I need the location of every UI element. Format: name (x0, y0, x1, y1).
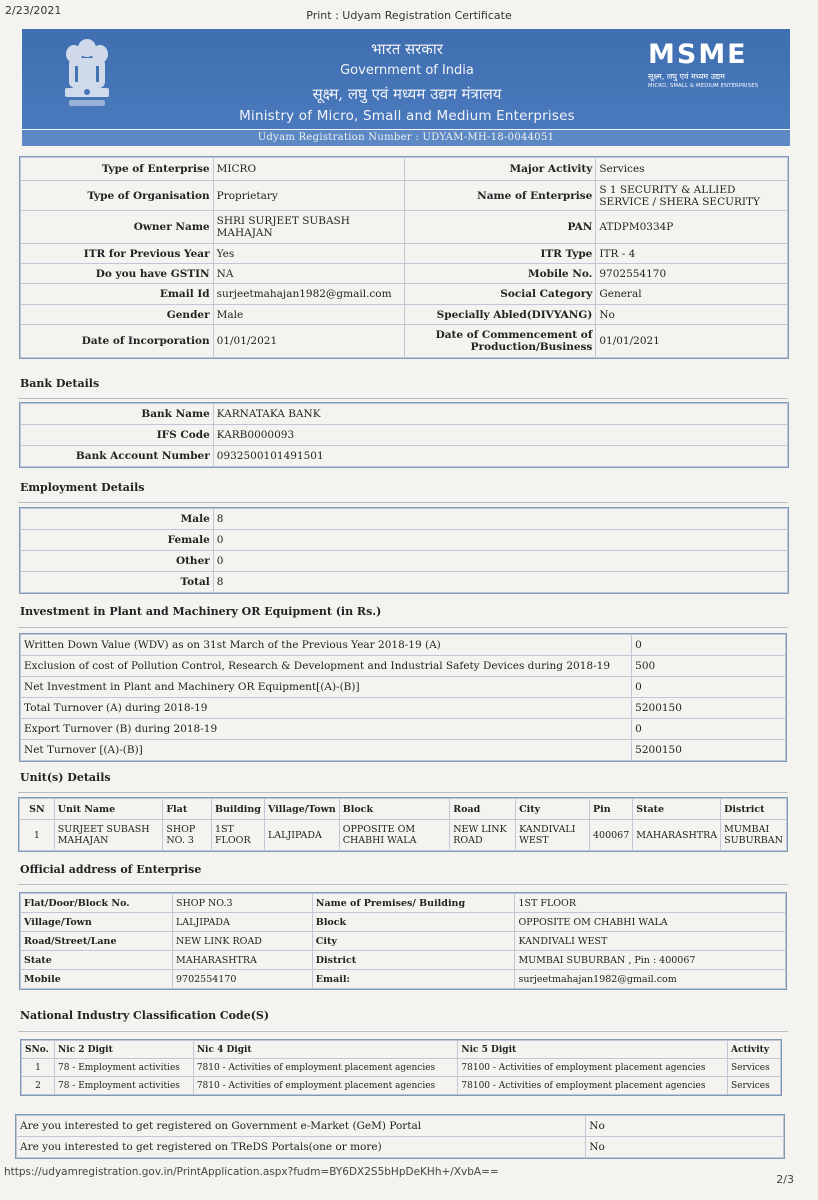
field-label: ITR Type (404, 244, 596, 264)
column-header: SNo. (22, 1041, 55, 1059)
print-title: Print : Udyam Registration Certificate (306, 9, 512, 22)
column-header: Unit Name (54, 799, 163, 820)
unit-details-table (19, 798, 787, 851)
table-row (21, 572, 788, 593)
table-row (21, 244, 788, 264)
table-cell: 1 (22, 1059, 55, 1077)
field-value: 9702554170 (172, 970, 312, 989)
field-value: ITR - 4 (596, 244, 788, 264)
column-header: Block (339, 799, 450, 820)
field-label: Type of Organisation (21, 181, 214, 211)
banner-ministry-hindi: सूक्ष्म, लघु एवं मध्यम उद्यम मंत्रालय (312, 85, 502, 103)
msme-logo-mark: MSME (648, 39, 748, 70)
field-label: Other (21, 551, 214, 572)
table-row (20, 820, 787, 851)
field-label: Export Turnover (B) during 2018-19 (21, 719, 632, 740)
table-cell: 78 - Employment activities (54, 1077, 193, 1095)
table-row (21, 325, 788, 358)
table-cell: NEW LINK ROAD (450, 820, 516, 851)
field-value: 5200150 (632, 740, 786, 761)
field-label: Net Turnover [(A)-(B)] (21, 740, 632, 761)
field-value: KARB0000093 (213, 425, 787, 446)
table-row (22, 1077, 781, 1095)
column-header: Nic 2 Digit (54, 1041, 193, 1059)
table-cell: OPPOSITE OM CHABHI WALA (339, 820, 450, 851)
section-divider (18, 1031, 788, 1032)
field-value: S 1 SECURITY & ALLIED SERVICE / SHERA SECURITY (596, 181, 788, 211)
msme-logo-hindi: सूक्ष्म, लघु एवं मध्यम उद्यम (648, 72, 725, 81)
field-label: Gender (21, 305, 214, 325)
field-label: Email Id (21, 284, 214, 305)
table-cell: 7810 - Activities of employment placement agencies (193, 1077, 458, 1095)
field-value: surjeetmahajan1982@gmail.com (515, 970, 786, 989)
employment-details-heading: Employment Details (20, 481, 145, 494)
table-row (21, 677, 786, 698)
field-value: 8 (213, 509, 787, 530)
field-value: 8 (213, 572, 787, 593)
table-cell: 78100 - Activities of employment placement agencies (458, 1059, 728, 1077)
table-row (22, 1059, 781, 1077)
question-answer: No (586, 1116, 784, 1137)
column-header: Nic 5 Digit (458, 1041, 728, 1059)
print-url: https://udyamregistration.gov.in/PrintApplication.aspx?fudm=BY6DX2S5bHpDeKHh+/XvbA== (4, 1166, 499, 1178)
table-row (21, 305, 788, 325)
column-header: Activity (727, 1041, 780, 1059)
field-value: Yes (213, 244, 404, 264)
table-row (21, 509, 788, 530)
field-label: Bank Name (21, 404, 214, 425)
table-row (21, 446, 788, 467)
field-label: Mobile (21, 970, 173, 989)
field-value: MICRO (213, 158, 404, 181)
table-cell: MUMBAI SUBURBAN (721, 820, 787, 851)
table-row (21, 740, 786, 761)
field-value: NEW LINK ROAD (172, 932, 312, 951)
field-label: Mobile No. (404, 264, 596, 284)
field-value: surjeetmahajan1982@gmail.com (213, 284, 404, 305)
table-cell: 78 - Employment activities (54, 1059, 193, 1077)
field-value: MUMBAI SUBURBAN , Pin : 400067 (515, 951, 786, 970)
section-divider (18, 502, 788, 503)
field-value: OPPOSITE OM CHABHI WALA (515, 913, 786, 932)
section-divider (18, 627, 788, 628)
field-label: Name of Premises/ Building (312, 894, 515, 913)
field-label: Bank Account Number (21, 446, 214, 467)
field-value: General (596, 284, 788, 305)
field-value: 9702554170 (596, 264, 788, 284)
table-row (21, 284, 788, 305)
column-header: Building (211, 799, 264, 820)
investment-table (20, 634, 786, 761)
field-label: Specially Abled(DIVYANG) (404, 305, 596, 325)
field-label: Village/Town (21, 913, 173, 932)
table-cell: 78100 - Activities of employment placement agencies (458, 1077, 728, 1095)
column-header: Village/Town (264, 799, 339, 820)
table-cell: 2 (22, 1077, 55, 1095)
field-value: MAHARASHTRA (172, 951, 312, 970)
table-row (21, 894, 786, 913)
field-label: Social Category (404, 284, 596, 305)
field-label: Total Turnover (A) during 2018-19 (21, 698, 632, 719)
official-address-table (20, 893, 786, 989)
table-cell: LALJIPADA (264, 820, 339, 851)
msme-logo (648, 41, 778, 90)
table-row (21, 530, 788, 551)
table-cell: 1 (20, 820, 55, 851)
table-row (21, 913, 786, 932)
column-header: Pin (589, 799, 632, 820)
print-page-number: 2/3 (776, 1173, 794, 1186)
table-row (21, 211, 788, 244)
column-header: District (721, 799, 787, 820)
column-header: Flat (163, 799, 212, 820)
table-cell: Services (727, 1077, 780, 1095)
field-value: 500 (632, 656, 786, 677)
question-answer: No (586, 1137, 784, 1158)
unit-details-heading: Unit(s) Details (20, 771, 111, 784)
field-label: Net Investment in Plant and Machinery OR Equipment[(A)-(B)] (21, 677, 632, 698)
table-cell: 400067 (589, 820, 632, 851)
table-cell: SURJEET SUBASH MAHAJAN (54, 820, 163, 851)
field-label: Road/Street/Lane (21, 932, 173, 951)
field-value: LALJIPADA (172, 913, 312, 932)
table-cell: 7810 - Activities of employment placement agencies (193, 1059, 458, 1077)
question-label: Are you interested to get registered on TReDS Portals(one or more) (17, 1137, 586, 1158)
field-value: Services (596, 158, 788, 181)
field-value: 0 (213, 530, 787, 551)
field-label: Do you have GSTIN (21, 264, 214, 284)
column-header: Road (450, 799, 516, 820)
field-value: 5200150 (632, 698, 786, 719)
table-row (21, 970, 786, 989)
table-row (21, 656, 786, 677)
field-value: Proprietary (213, 181, 404, 211)
print-date: 2/23/2021 (5, 4, 62, 17)
field-value: 0 (632, 719, 786, 740)
field-value: 0 (632, 677, 786, 698)
field-label: Owner Name (21, 211, 214, 244)
employment-details-table (20, 508, 788, 593)
table-row (21, 698, 786, 719)
field-value: 01/01/2021 (213, 325, 404, 358)
msme-logo-english: MICRO, SMALL & MEDIUM ENTERPRISES (648, 83, 759, 89)
column-header: City (516, 799, 590, 820)
government-banner (22, 29, 790, 129)
field-value: SHRI SURJEET SUBASH MAHAJAN (213, 211, 404, 244)
field-label: City (312, 932, 515, 951)
field-label: Major Activity (404, 158, 596, 181)
national-emblem-icon (57, 34, 117, 116)
column-header: SN (20, 799, 55, 820)
table-row (21, 551, 788, 572)
field-label: Male (21, 509, 214, 530)
enterprise-details-table (20, 157, 788, 358)
bank-details-heading: Bank Details (20, 377, 100, 390)
section-divider (18, 792, 788, 793)
field-label: Exclusion of cost of Pollution Control, Research & Development and Industrial Safety Devices during 2018-19 (21, 656, 632, 677)
banner-gov-english: Government of India (340, 63, 474, 78)
banner-gov-hindi: भारत सरकार (371, 40, 443, 58)
section-divider (18, 884, 788, 885)
table-cell: KANDIVALI WEST (516, 820, 590, 851)
field-label: IFS Code (21, 425, 214, 446)
banner-ministry-english: Ministry of Micro, Small and Medium Enterprises (239, 108, 575, 124)
field-label: Name of Enterprise (404, 181, 596, 211)
table-cell: Services (727, 1059, 780, 1077)
field-label: District (312, 951, 515, 970)
field-value: 1ST FLOOR (515, 894, 786, 913)
table-row (21, 951, 786, 970)
field-value: 0 (632, 635, 786, 656)
portal-questions-table (16, 1115, 784, 1158)
field-label: Type of Enterprise (21, 158, 214, 181)
table-cell: 1ST FLOOR (211, 820, 264, 851)
bank-details-table (20, 403, 788, 467)
field-label: State (21, 951, 173, 970)
field-label: Block (312, 913, 515, 932)
field-label: Date of Incorporation (21, 325, 214, 358)
table-row (21, 404, 788, 425)
nic-codes-table (21, 1040, 781, 1095)
table-row (21, 158, 788, 181)
field-label: ITR for Previous Year (21, 244, 214, 264)
field-value: 0 (213, 551, 787, 572)
field-label: Email: (312, 970, 515, 989)
field-value: KANDIVALI WEST (515, 932, 786, 951)
table-cell: SHOP NO. 3 (163, 820, 212, 851)
field-value: No (596, 305, 788, 325)
field-label: Written Down Value (WDV) as on 31st March of the Previous Year 2018-19 (A) (21, 635, 632, 656)
field-value: ATDPM0334P (596, 211, 788, 244)
section-divider (18, 398, 788, 399)
column-header: Nic 4 Digit (193, 1041, 458, 1059)
table-row (21, 264, 788, 284)
table-row (21, 425, 788, 446)
table-row (21, 719, 786, 740)
field-label: Total (21, 572, 214, 593)
field-label: Female (21, 530, 214, 551)
question-label: Are you interested to get registered on Government e-Market (GeM) Portal (17, 1116, 586, 1137)
field-value: Male (213, 305, 404, 325)
column-header: State (633, 799, 721, 820)
official-address-heading: Official address of Enterprise (20, 863, 202, 876)
table-row (21, 932, 786, 951)
field-label: Flat/Door/Block No. (21, 894, 173, 913)
table-row (17, 1116, 784, 1137)
table-row (21, 635, 786, 656)
field-value: 0932500101491501 (213, 446, 787, 467)
field-value: 01/01/2021 (596, 325, 788, 358)
table-row (17, 1137, 784, 1158)
table-cell: MAHARASHTRA (633, 820, 721, 851)
field-label: PAN (404, 211, 596, 244)
table-row (21, 181, 788, 211)
field-label: Date of Commencement of Production/Business (404, 325, 596, 358)
field-value: KARNATAKA BANK (213, 404, 787, 425)
registration-number-strip: Udyam Registration Number : UDYAM-MH-18-0044051 (22, 130, 790, 146)
field-value: NA (213, 264, 404, 284)
nic-heading: National Industry Classification Code(S) (20, 1009, 270, 1022)
field-value: SHOP NO.3 (172, 894, 312, 913)
investment-heading: Investment in Plant and Machinery OR Equipment (in Rs.) (20, 605, 382, 618)
